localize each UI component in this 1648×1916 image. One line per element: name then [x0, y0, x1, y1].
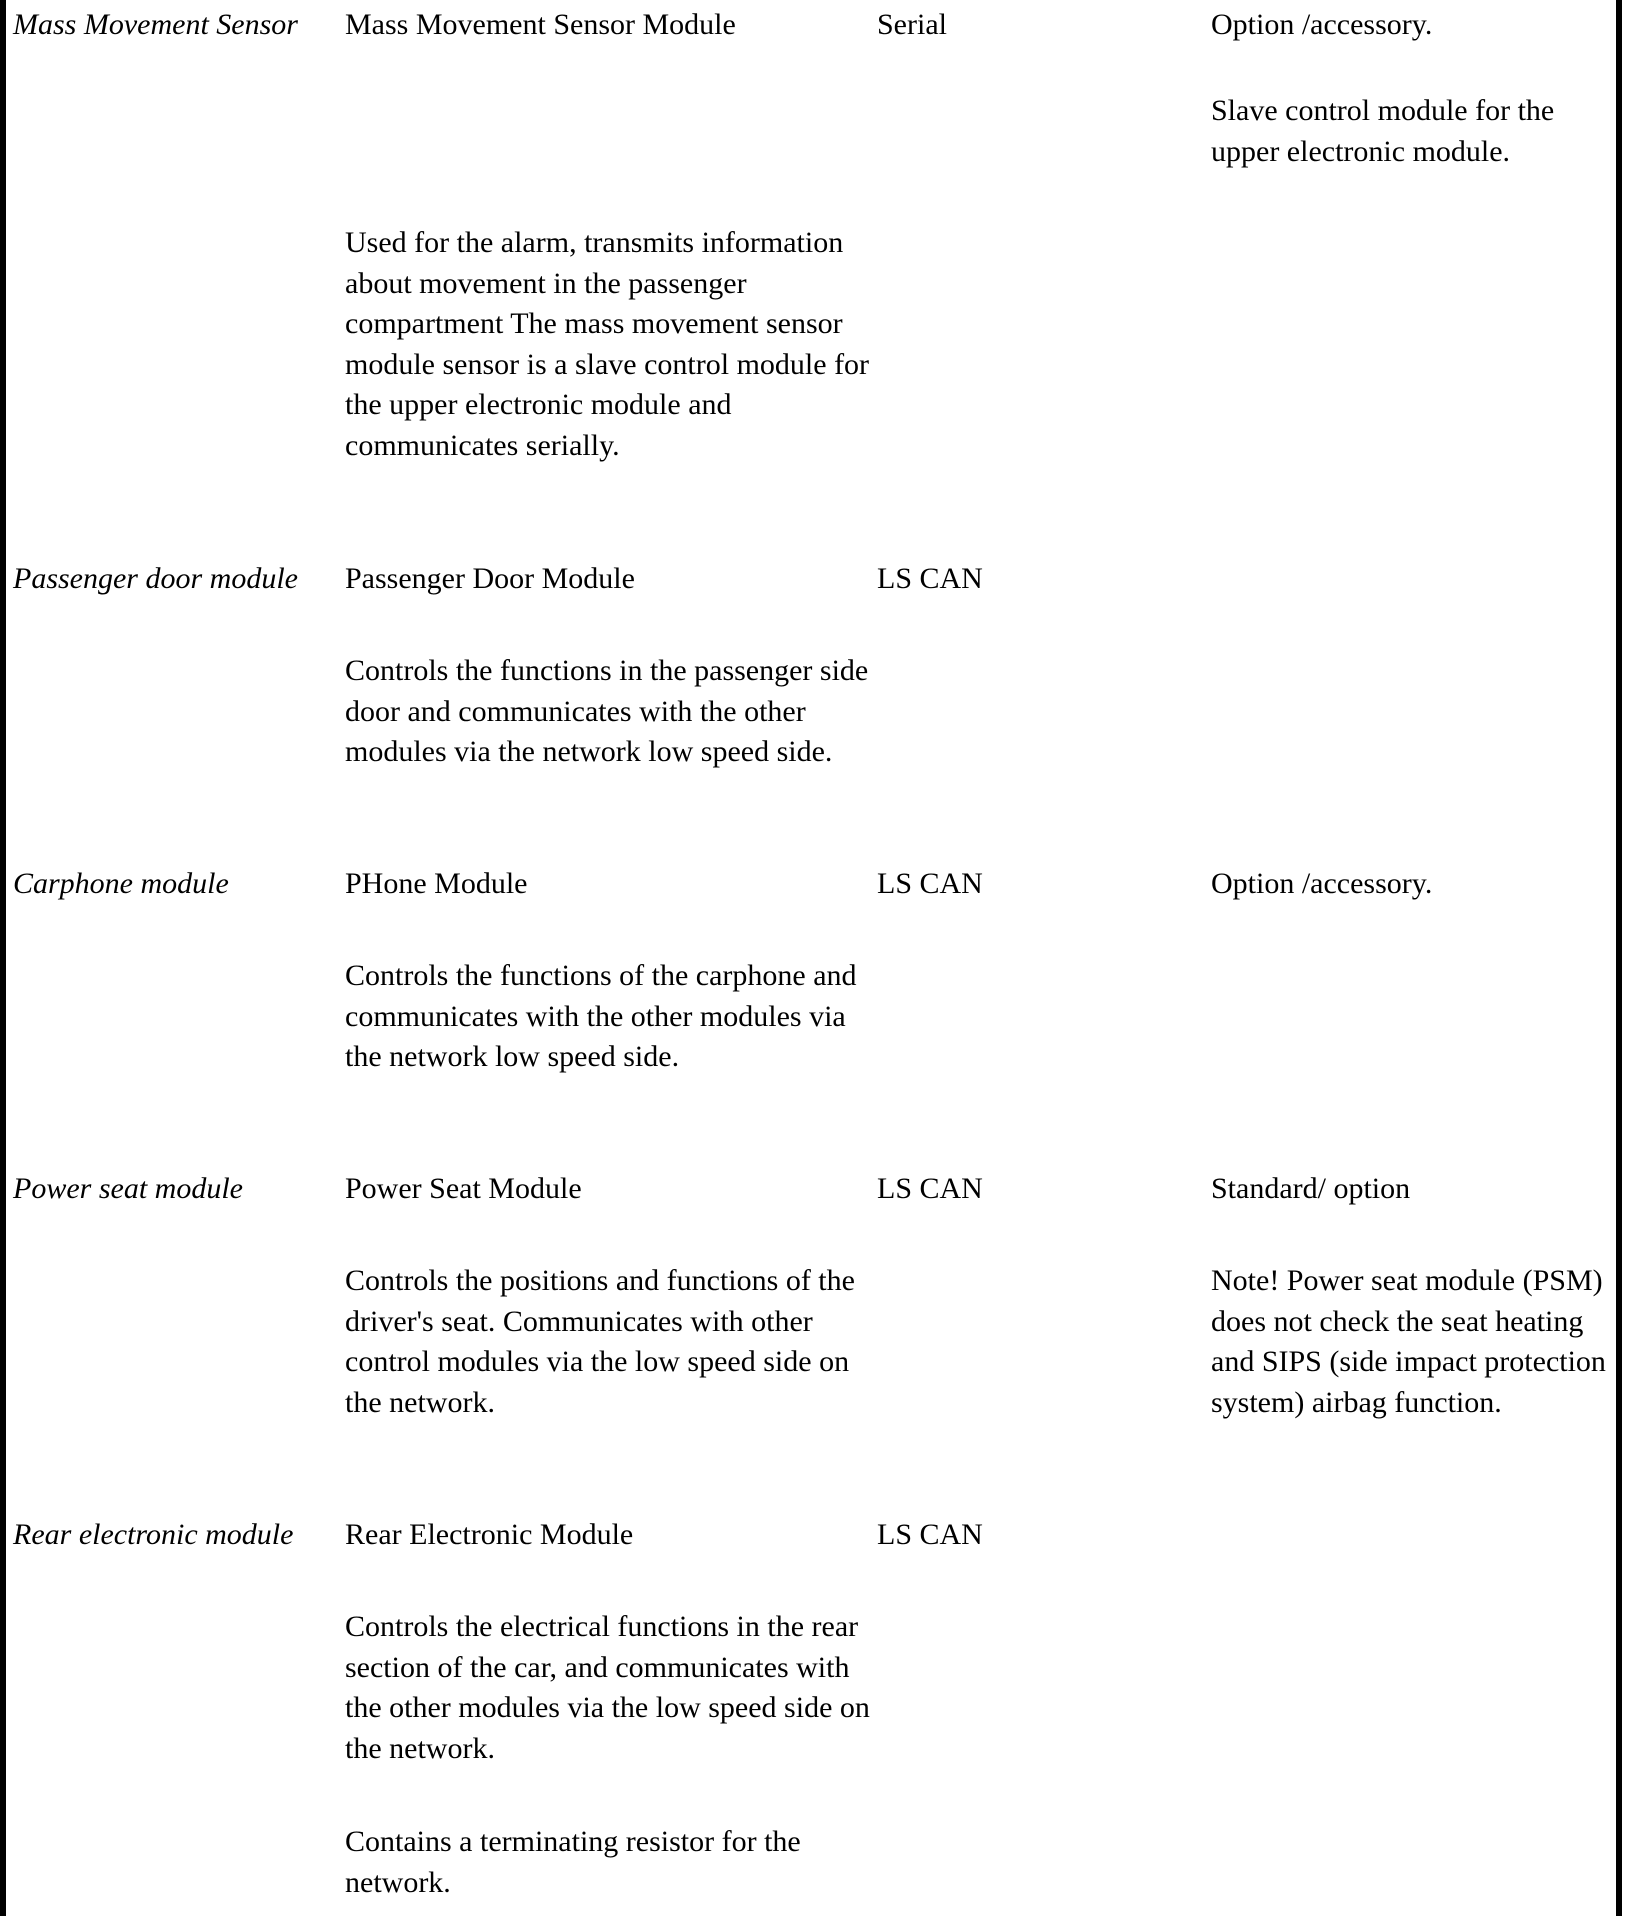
network-type: LS CAN: [877, 1172, 983, 1205]
availability-note: Option /accessory.: [1211, 8, 1433, 41]
module-name: PHone Module: [345, 867, 528, 900]
remark-text: Slave control module for the upper electronic module.: [1211, 94, 1555, 168]
network-type: Serial: [877, 8, 947, 41]
module-description: Controls the functions of the carphone and communicates with the other modules via the network low speed side.: [345, 959, 857, 1073]
term-label: Carphone module: [13, 867, 229, 900]
network-type: LS CAN: [877, 1518, 983, 1551]
network-type: LS CAN: [877, 562, 983, 595]
module-name: Mass Movement Sensor Module: [345, 8, 736, 41]
network-type: LS CAN: [877, 867, 983, 900]
module-description: Used for the alarm, transmits information about movement in the passenger compartment The mass movement sensor module sensor is a slave control module for the upper electronic module and communicates serially.: [345, 226, 870, 462]
availability-note: Option /accessory.: [1211, 867, 1433, 900]
term-label: Power seat module: [13, 1172, 243, 1205]
module-name: Passenger Door Module: [345, 562, 635, 595]
availability-note: Standard/ option: [1211, 1172, 1411, 1205]
table-border-right: [1616, 0, 1622, 1916]
module-name: Rear Electronic Module: [345, 1518, 634, 1551]
remark-text: Note! Power seat module (PSM) does not check the seat heating and SIPS (side impact protection system) airbag function.: [1211, 1264, 1606, 1419]
module-description: Controls the electrical functions in the rear section of the car, and communicates with the other modules via the low speed side on the network.: [345, 1610, 870, 1765]
module-description: Controls the functions in the passenger side door and communicates with the other modules via the network low speed side.: [345, 654, 869, 768]
term-label: Rear electronic module: [13, 1518, 294, 1551]
term-label: Mass Movement Sensor: [13, 8, 298, 41]
module-name: Power Seat Module: [345, 1172, 582, 1205]
module-description: Controls the positions and functions of the driver's seat. Communicates with other control modules via the low speed side on the network.: [345, 1264, 855, 1419]
term-label: Passenger door module: [13, 562, 298, 595]
table-border-left: [0, 0, 6, 1916]
module-description-extra: Contains a terminating resistor for the network.: [345, 1825, 801, 1899]
